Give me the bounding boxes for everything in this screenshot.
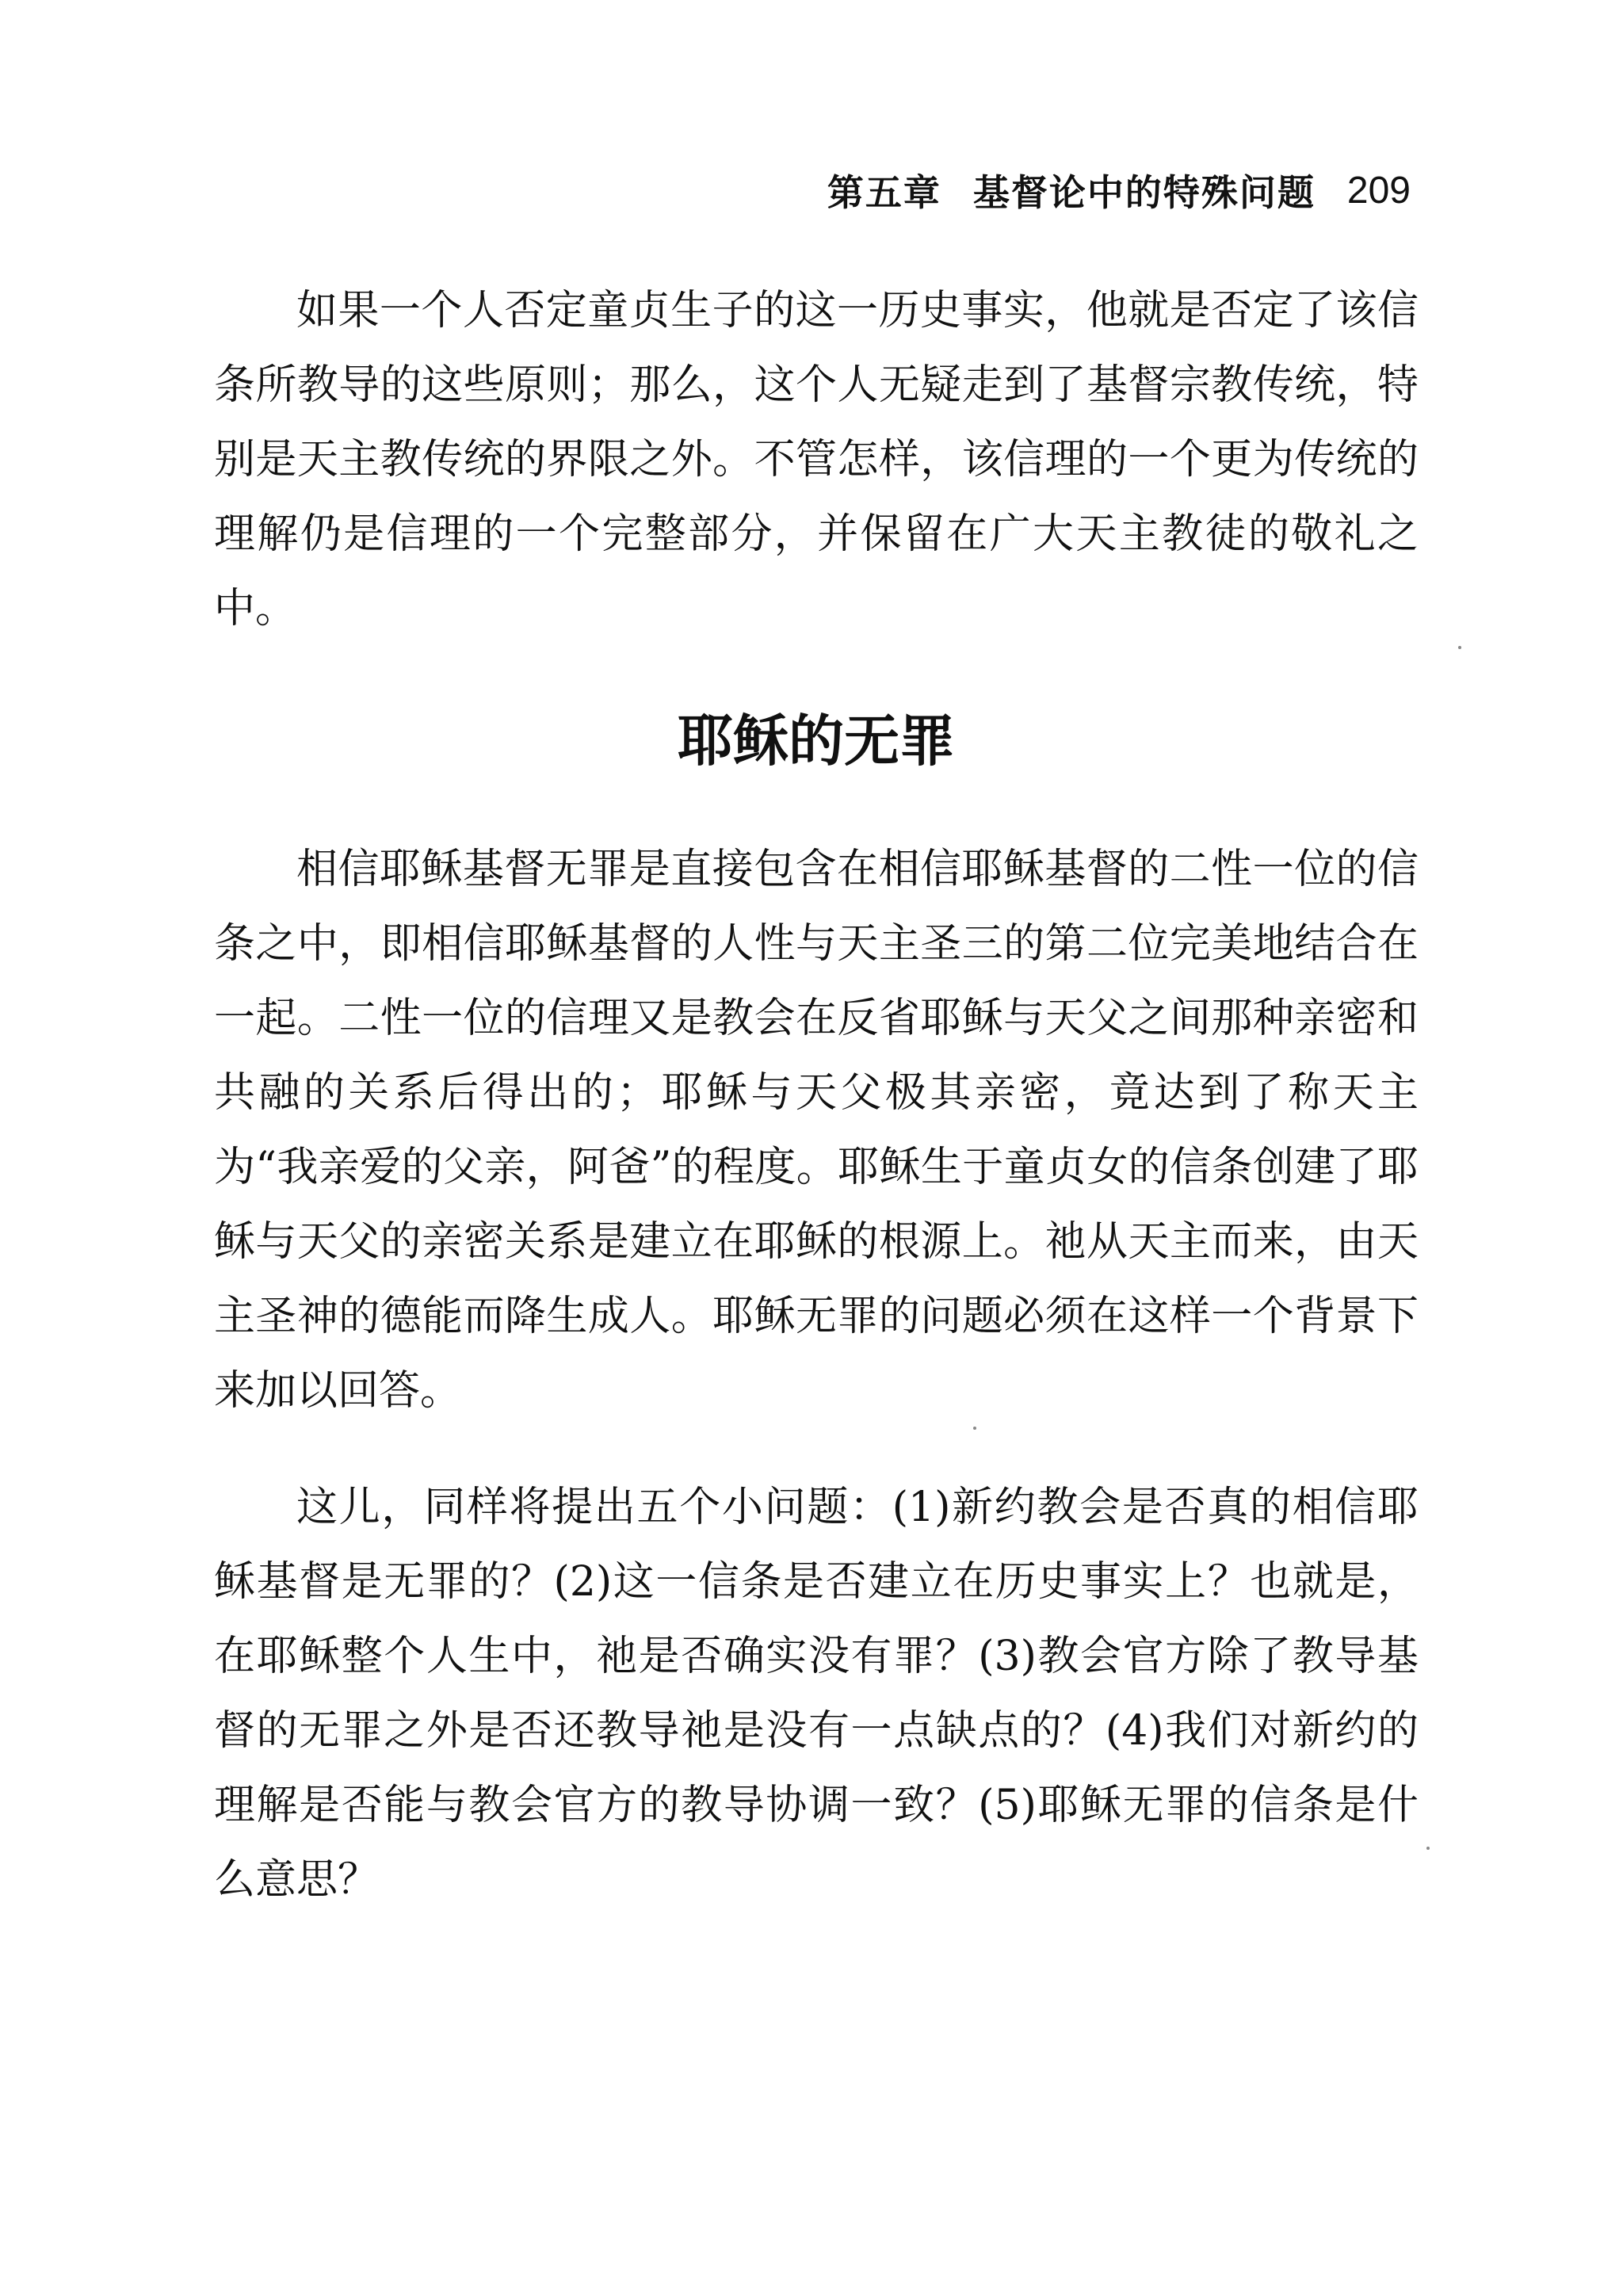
- text-block-continued: [214, 273, 1419, 646]
- chapter-label: 第五章: [827, 171, 941, 214]
- scan-speck: [1426, 1847, 1430, 1850]
- paragraph-1: 如果一个人否定童贞生子的这一历史事实，他就是否定了该信条所教导的这些原则；那么，这个人无疑走到了基督宗教传统，特别是天主教传统的界限之外。不管怎样，该信理的一个更为传统的理解仍是信理的一个完整部分，并保留在广大天主教徒的敬礼之中。: [214, 287, 1419, 632]
- section-heading: 耶稣的无罪: [678, 709, 955, 774]
- paragraph-2: 相信耶稣基督无罪是直接包含在相信耶稣基督的二性一位的信条之中，即相信耶稣基督的人性与天主圣三的第二位完美地结合在一起。二性一位的信理又是教会在反省耶稣与天父之间那种亲密和共融的关系后得出的；耶稣与天父极其亲密，竟达到了称天主为“我亲爱的父亲，阿爸”的程度。耶稣生于童贞女的信条创建了耶稣与天父的亲密关系是建立在耶稣的根源上。祂从天主而来，由天主圣神的德能而降生成人。耶稣无罪的问题必须在这样一个背景下来加以回答。: [214, 846, 1419, 1415]
- scan-speck: [1458, 646, 1461, 649]
- text-block-questions: [214, 1470, 1419, 1917]
- text-block-section: [214, 832, 1419, 1428]
- scan-speck: [973, 1427, 976, 1430]
- running-header: [713, 162, 1411, 218]
- page-number: 209: [1346, 169, 1411, 212]
- chapter-title: 基督论中的特殊问题: [972, 171, 1316, 214]
- paragraph-3: 这儿，同样将提出五个小问题：(1)新约教会是否真的相信耶稣基督是无罪的？(2)这一信条是否建立在历史事实上？也就是，在耶稣整个人生中，祂是否确实没有罪？(3)教会官方除了教导基督的无罪之外是否还教导祂是没有一点缺点的？(4)我们对新约的理解是否能与教会官方的教导协调一致？(5)耶稣无罪的信条是什么意思？: [214, 1484, 1419, 1904]
